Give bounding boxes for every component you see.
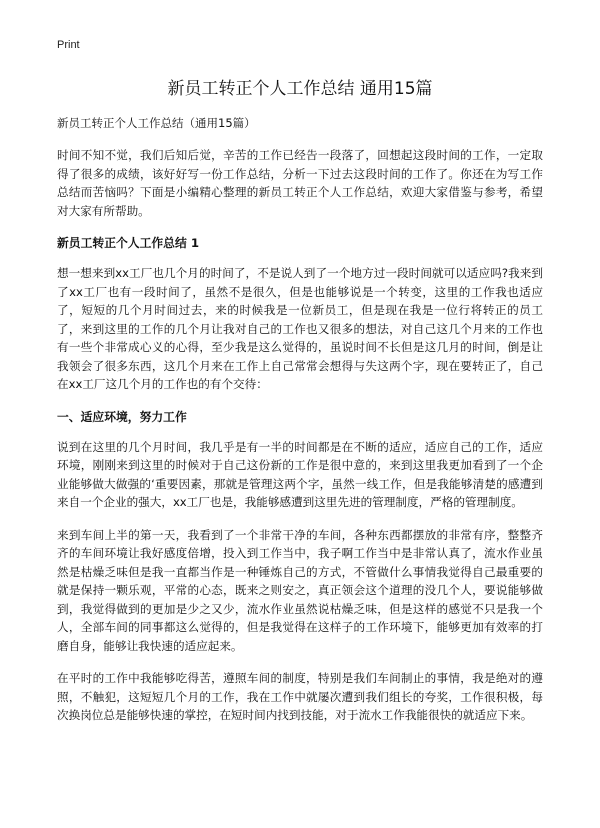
print-link[interactable]: Print [57,39,80,51]
summary-1-paragraph: 想一想来到xx工厂也几个月的时间了，不是说人到了一个地方过一段时间就可以适应吗?我来到了xx工厂也有一段时间了，虽然不是很久，但是也能够说是一个转变，这里的工作我也适应了，短短的几个月时间过去，来的时候我是一位新员工，但是现在我是一位行将转正的员工了，来到这里的工作的几个月让我对自己的工作也又很多的想法，对自己这几个月来的工作也有一些个非常成心义的心得，至少我是这么觉得的，虽说时间不长但是这几月的时间，倒是让我领会了很多东西，这几个月来在工作上自己常常会想得与失这两个字，现在要转正了，自己在xx工厂这几个月的工作也的有个交待： [57,266,543,391]
section-heading-adapt-environment: 一、适应环境，努力工作 [57,409,187,424]
body-paragraph: 说到在这里的几个月时间，我几乎是有一半的时间都是在不断的适应，适应自己的工作，适应环境，刚刚来到这里的时候对于自己这份新的工作是很中意的，来到这里我更加看到了一个企业能够做大做强的‘重要因素，那就是管理这两个字，虽然一线工作，但是我能够清楚的感遭到来自一个企业的强大，xx工厂也是，我能够感遭到这里先进的管理制度，严格的管理制度。 [57,439,543,509]
document-subtitle: 新员工转正个人工作总结（通用15篇） [57,116,256,130]
body-paragraph: 在平时的工作中我能够吃得苦，遵照车间的制度，特别是我们车间制止的事情，我是绝对的遵照，不触犯，这短短几个月的工作，我在工作中就屡次遭到我们组长的夸奖，工作很积极，每次换岗位总是能够快速的掌控，在短时间内找到技能，对于流水工作我能很快的就适应下来。 [57,671,543,722]
page-title: 新员工转正个人工作总结 通用15篇 [167,79,433,99]
intro-paragraph: 时间不知不觉，我们后知后觉，辛苦的工作已经告一段落了，回想起这段时间的工作，一定取得了很多的成绩，该好好写一份工作总结，分析一下过去这段时间的工作了。你还在为写工作总结而苦恼吗？下面是小编精心整理的新员工转正个人工作总结，欢迎大家借鉴与参考，希望对大家有所帮助。 [57,148,543,218]
section-heading-summary-1: 新员工转正个人工作总结 1 [57,236,200,250]
body-paragraph: 来到车间上半的第一天，我看到了一个非常干净的车间，各种东西都摆放的非常有序，整整齐齐的车间环境让我好感度倍增，投入到工作当中，我子啊工作当中是非常认真了，流水作业虽然是枯燥乏味但是我一直都当作是一种锤炼自己的方式，不管做什么事情我觉得自己最重要的就是保持一颗乐观，平常的心态，既来之则安之，真正领会这个道理的没几个人，要说能够做到，我觉得做到的更加是少之又少，流水作业虽然说枯燥乏味，但是这样的感觉不只是我一个人，全部车间的同事都这么觉得的，但是我觉得在这样子的工作环境下，能够更加有效率的打磨自身，能够让我快速的适应起来。 [57,527,543,653]
